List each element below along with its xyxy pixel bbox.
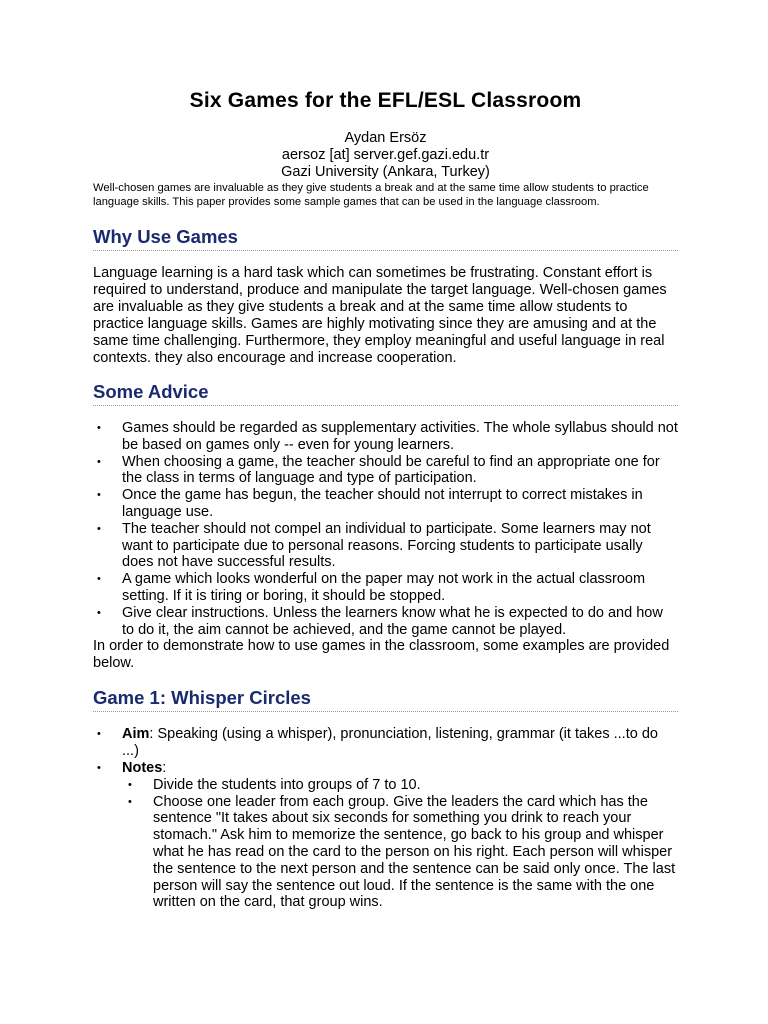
abstract: Well-chosen games are invaluable as they give students a break and at the same time allow students to practice language skills. This paper provides some sample games that can be used in the language classroom.	[93, 182, 649, 208]
list-item	[93, 605, 678, 639]
list-item-text: Divide the students into groups of 7 to 10.	[153, 776, 421, 793]
list-item-text: Choose one leader from each group. Give the leaders the card which has the sentence "It takes about six seconds for something you drink to reach your stomach." Ask him to memorize the sentence, go back to his group and whisper what he has read on the card to the person on his right. Each person will whisper the sentence to the next person and the sentence can be said only once. The last person will say the sentence out loud. If the sentence is the same with the one written on the card, that group wins.	[153, 793, 676, 911]
notes-suffix: :	[162, 759, 167, 776]
bullet-icon: •	[97, 761, 101, 774]
list-item-text: Games should be regarded as supplementary activities. The whole syllabus should not be based on games only -- even for young learners.	[122, 420, 678, 453]
bullet-icon: •	[97, 489, 101, 502]
list-item-text: When choosing a game, the teacher should be careful to find an appropriate one for the class in terms of language and type of participation.	[122, 453, 660, 487]
bullet-icon: •	[97, 573, 101, 586]
document-page	[93, 88, 678, 911]
advice-closing-paragraph: In order to demonstrate how to use games in the classroom, some examples are provided below.	[93, 638, 670, 672]
bullet-icon: •	[128, 778, 132, 791]
aim-label: Aim	[122, 726, 150, 743]
heading-game-1: Game 1: Whisper Circles	[93, 687, 678, 712]
list-item	[122, 794, 678, 912]
author-email: aersoz [at] server.gef.gazi.edu.tr	[281, 147, 490, 163]
why-paragraph: Language learning is a hard task which can sometimes be frustrating. Constant effort is required to understand, produce and manipulate the target language. Well-chosen games are invaluable as they give students a break and at the same time allow students to practice language skills. Games are highly motivating since they are amusing and at the same time challenging. Furthermore, they employ meaningful and useful language in real contexts. they also encourage and increase cooperation.	[93, 265, 667, 366]
bullet-icon: •	[97, 522, 101, 535]
list-item	[93, 521, 678, 571]
page-title: Six Games for the EFL/ESL Classroom	[189, 89, 582, 112]
bullet-icon: •	[128, 795, 132, 808]
list-item-text: A game which looks wonderful on the paper may not work in the actual classroom setting. If it is tiring or boring, it should be stopped.	[122, 571, 646, 604]
heading-some-advice: Some Advice	[93, 381, 678, 406]
list-item	[93, 487, 678, 521]
list-item	[93, 571, 678, 605]
list-item-notes	[93, 760, 678, 911]
list-item-text: Give clear instructions. Unless the learners know what he is expected to do and how to do it, the aim cannot be achieved, and the game cannot be played.	[122, 604, 663, 638]
notes-label: Notes	[122, 759, 163, 776]
notes-sublist	[122, 777, 678, 911]
list-item-aim	[93, 726, 678, 760]
bullet-icon: •	[97, 455, 101, 468]
list-item	[93, 454, 678, 488]
author-block	[93, 130, 678, 181]
bullet-icon: •	[97, 728, 101, 741]
bullet-icon: •	[97, 606, 101, 619]
aim-text: : Speaking (using a whisper), pronunciation, listening, grammar (it takes ...to do ...)	[122, 726, 658, 760]
list-item	[93, 420, 678, 454]
bullet-icon: •	[97, 422, 101, 434]
list-item-text: Once the game has begun, the teacher should not interrupt to correct mistakes in language use.	[122, 487, 643, 520]
heading-why-use-games: Why Use Games	[93, 226, 678, 251]
game-1-list	[93, 726, 678, 911]
author-affiliation: Gazi University (Ankara, Turkey)	[281, 164, 490, 180]
list-item-text: The teacher should not compel an individual to participate. Some learners may not want to participate due to personal reasons. Forcing students to participate usally does not have successful results.	[122, 520, 651, 571]
author-name: Aydan Ersöz	[344, 130, 427, 146]
advice-list	[93, 420, 678, 638]
list-item	[122, 777, 678, 794]
